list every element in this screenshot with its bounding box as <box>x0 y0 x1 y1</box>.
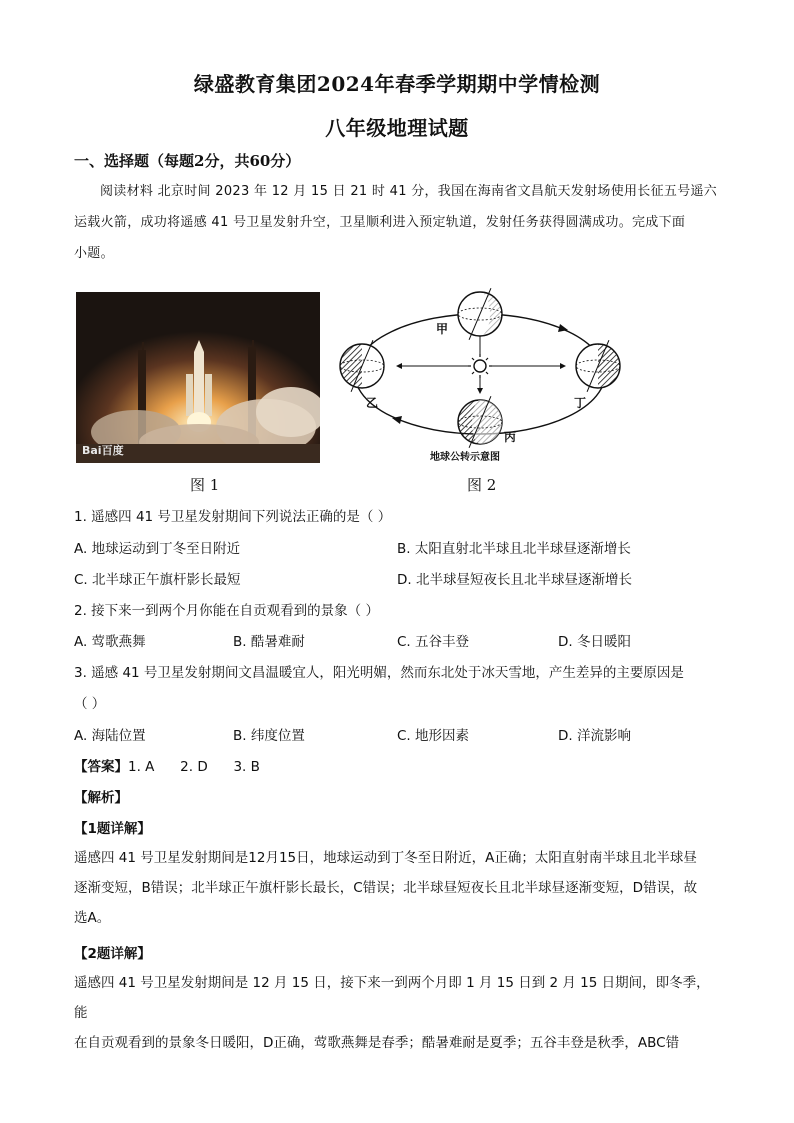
baidu-watermark: Bai百度 <box>82 444 124 457</box>
label-bing: 丙 <box>504 430 517 444</box>
q1-option-d: D. 北半球昼短夜长且北半球昼逐渐增长 <box>397 572 632 588</box>
detail-2-line: 遥感四 41 号卫星发射期间是 12 月 15 日，接下来一到两个月即 1 月 15 日到 2 月 15 日期间，即冬季，能 <box>74 975 710 1021</box>
material-line: 运载火箭，成功将遥感 41 号卫星发射升空，卫星顺利进入预定轨道，发射任务获得圆满成功。完成下面 <box>74 215 686 230</box>
q1-option-b: B. 太阳直射北半球且北半球昼逐渐增长 <box>397 541 631 557</box>
page-title: 绿盛教育集团2024年春季学期期中学情检测 <box>193 72 601 96</box>
material-line: 阅读材料 北京时间 2023 年 12 月 15 日 21 时 41 分，我国在海南省文昌航天发射场使用长征五号遥六 <box>100 184 718 199</box>
answer-row <box>74 755 260 775</box>
rocket-launch-photo <box>76 292 320 463</box>
figure1-caption: 图 1 <box>190 476 220 494</box>
q1-option-a: A. 地球运动到丁冬至日附近 <box>74 541 241 557</box>
question-3-stem-cont: （ ） <box>74 696 106 712</box>
figure2-caption: 图 2 <box>467 476 497 494</box>
q3-option-b: B. 纬度位置 <box>233 728 305 744</box>
globe-bing <box>458 396 502 448</box>
detail-1-body <box>74 843 722 933</box>
globe-yi <box>340 340 384 392</box>
q2-option-b: B. 酷暑难耐 <box>233 634 305 650</box>
q2-option-c: C. 五谷丰登 <box>397 634 470 650</box>
question-1-stem: 1. 遥感四 41 号卫星发射期间下列说法正确的是（ ） <box>74 509 392 525</box>
detail-2-label: 【2题详解】 <box>74 946 151 962</box>
analysis-label: 【解析】 <box>74 790 128 806</box>
answer-text: 1. A 2. D 3. B <box>128 759 260 775</box>
rocket-photo-graphic <box>76 292 320 463</box>
reading-material <box>74 176 722 269</box>
globe-ding <box>576 340 620 392</box>
label-ding: 丁 <box>574 396 587 410</box>
globe-jia <box>458 288 502 340</box>
detail-1-label: 【1题详解】 <box>74 821 151 837</box>
q2-option-a: A. 莺歌燕舞 <box>74 634 146 650</box>
page-subtitle: 八年级地理试题 <box>325 116 469 140</box>
detail-2-body <box>74 968 722 1058</box>
q3-option-d: D. 洋流影响 <box>558 728 631 744</box>
question-2-stem: 2. 接下来一到两个月你能在自贡观看到的景象（ ） <box>74 603 379 619</box>
material-line: 小题。 <box>74 246 114 261</box>
answer-label: 【答案】 <box>74 759 128 775</box>
revolution-diagram-graphic <box>330 284 630 466</box>
detail-1-line: 逐渐变短，B错误；北半球正午旗杆影长最长，C错误；北半球昼短夜长且北半球昼逐渐变短，D错误，故 <box>74 880 698 896</box>
detail-2-line: 在自贡观看到的景象冬日暖阳，D正确，莺歌燕舞是春季；酷暑难耐是夏季；五谷丰登是秋季，ABC错 <box>74 1035 680 1051</box>
label-jia: 甲 <box>436 322 449 336</box>
sun-icon <box>468 354 492 378</box>
diagram-title: 地球公转示意图 <box>430 452 500 463</box>
q1-option-c: C. 北半球正午旗杆影长最短 <box>74 572 241 588</box>
q2-option-d: D. 冬日暖阳 <box>558 634 631 650</box>
question-3-stem: 3. 遥感 41 号卫星发射期间文昌温暖宜人，阳光明媚，然而东北处于冰天雪地，产生差异的主要原因是 <box>74 665 684 681</box>
q3-option-a: A. 海陆位置 <box>74 728 146 744</box>
q3-option-c: C. 地形因素 <box>397 728 470 744</box>
earth-revolution-diagram <box>330 284 630 466</box>
label-yi: 乙 <box>366 396 379 410</box>
detail-1-line: 遥感四 41 号卫星发射期间是12月15日，地球运动到丁冬至日附近，A正确；太阳直射南半球且北半球昼 <box>74 850 697 866</box>
section-heading: 一、选择题（每题2分，共60分） <box>74 152 301 170</box>
detail-1-line: 选A。 <box>74 910 111 926</box>
